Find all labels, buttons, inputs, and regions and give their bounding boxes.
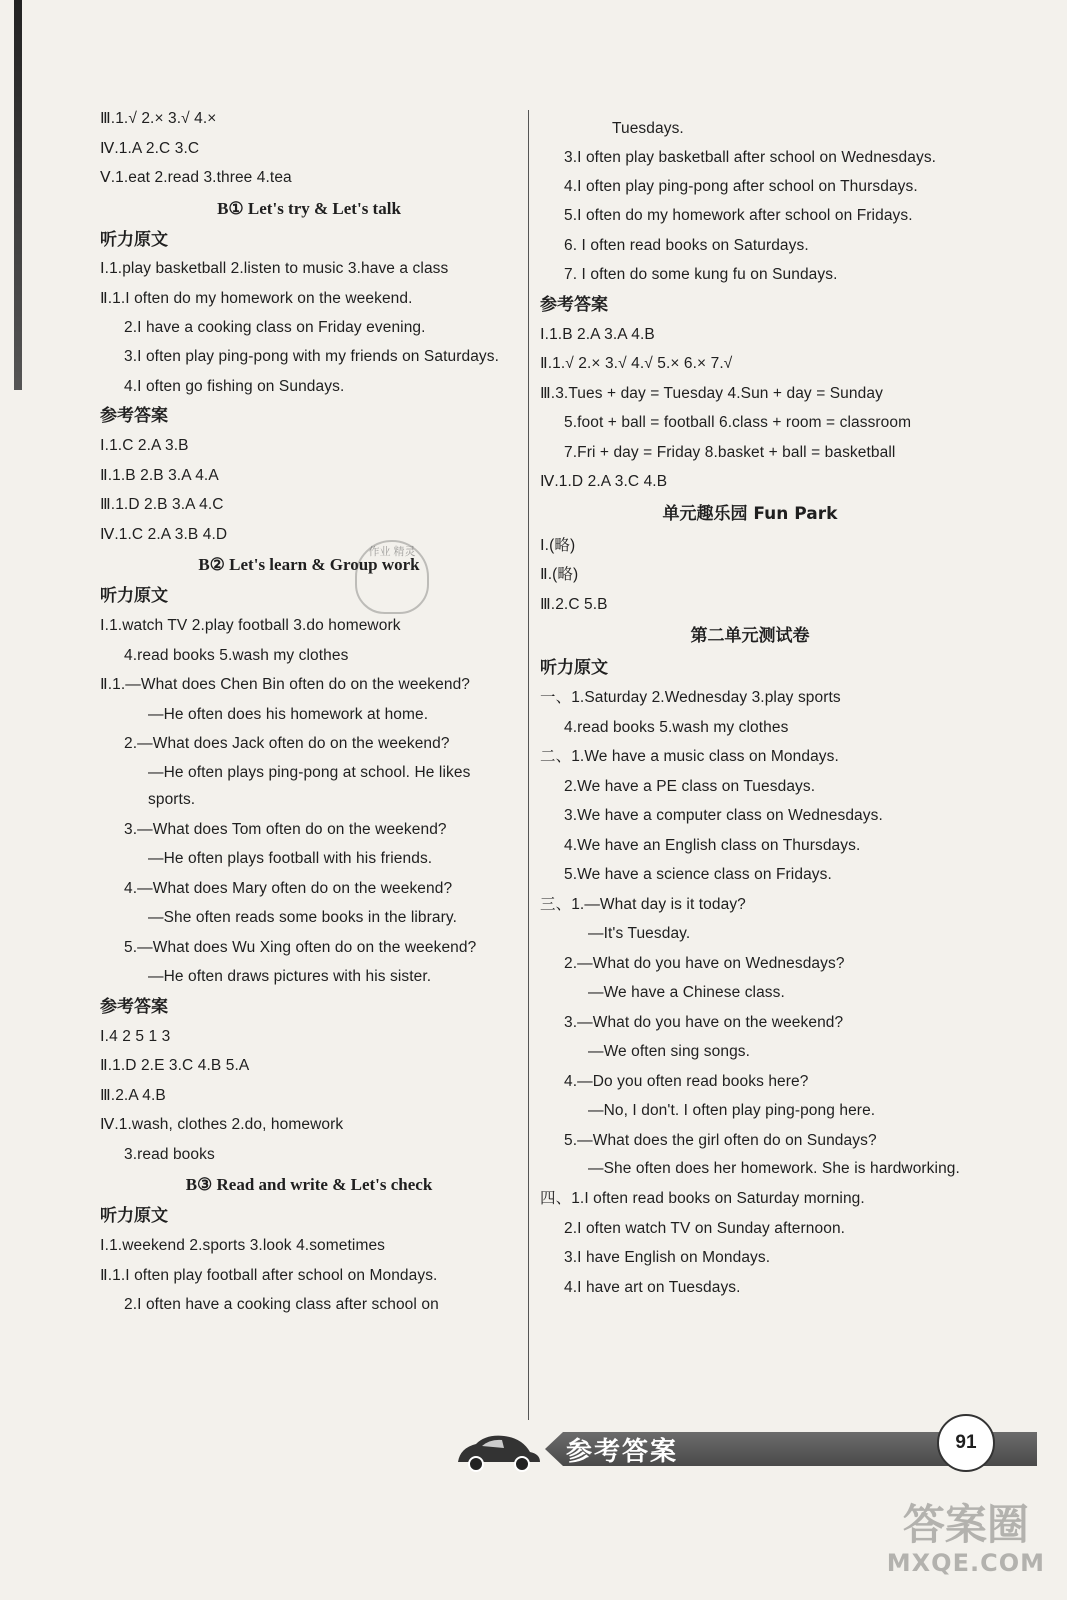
answer-line: 5.—What does Wu Xing often do on the weekend? bbox=[124, 938, 477, 956]
answer-line: Ⅰ.1.B 2.A 3.A 4.B bbox=[540, 325, 655, 343]
answer-line: Ⅴ.1.eat 2.read 3.three 4.tea bbox=[100, 169, 292, 186]
answer-line: 3.I often play basketball after school on Wednesdays. bbox=[564, 148, 937, 166]
section-label: 参考答案 bbox=[100, 996, 168, 1017]
section-label: 听力原文 bbox=[100, 1206, 168, 1226]
answer-line: 二、1.We have a music class on Mondays. bbox=[540, 748, 839, 765]
answer-line: Ⅲ.2.A 4.B bbox=[100, 1086, 166, 1104]
answer-line: Ⅱ.1.√ 2.× 3.√ 4.√ 5.× 6.× 7.√ bbox=[540, 355, 733, 372]
stamp-text: 作业 精灵 bbox=[368, 546, 416, 558]
answer-line: —He often plays ping-pong at school. He likes sports. bbox=[148, 763, 471, 808]
answer-line: —It's Tuesday. bbox=[588, 925, 691, 942]
answer-line: 7.Fri + day = Friday 8.basket + ball = basketball bbox=[564, 443, 896, 461]
section-label: 参考答案 bbox=[540, 294, 608, 315]
answer-line: Ⅱ.(略) bbox=[540, 566, 579, 583]
answer-line: Ⅱ.1.B 2.B 3.A 4.A bbox=[100, 466, 219, 484]
answer-line: 3.I have English on Mondays. bbox=[564, 1249, 771, 1266]
answer-line: Ⅱ.1.—What does Chen Bin often do on the weekend? bbox=[100, 676, 471, 693]
watermark-logo: 答案圈 bbox=[902, 1500, 1029, 1549]
section-label: 听力原文 bbox=[100, 586, 168, 606]
answer-line: —We often sing songs. bbox=[588, 1043, 751, 1060]
answer-line: Ⅰ.1.C 2.A 3.B bbox=[100, 437, 189, 454]
answer-line: 三、1.—What day is it today? bbox=[540, 895, 746, 913]
answer-line: 3.—What do you have on the weekend? bbox=[564, 1013, 844, 1031]
answer-line: 4.—Do you often read books here? bbox=[564, 1072, 809, 1090]
answer-line: Ⅱ.1.D 2.E 3.C 4.B 5.A bbox=[100, 1057, 250, 1074]
page-number: 91 bbox=[937, 1414, 995, 1472]
answer-line: 2.I often watch TV on Sunday afternoon. bbox=[564, 1219, 846, 1237]
answer-line: 2.—What does Jack often do on the weekend? bbox=[124, 735, 450, 752]
answer-line: —She often does her homework. She is hardworking. bbox=[588, 1160, 960, 1177]
answer-line: Ⅰ.4 2 5 1 3 bbox=[100, 1027, 171, 1045]
footer-title: 参考答案 bbox=[566, 1437, 679, 1467]
answer-line: 2.I often have a cooking class after school on bbox=[124, 1296, 439, 1313]
answer-line: —We have a Chinese class. bbox=[588, 984, 785, 1001]
answer-line: Ⅲ.2.C 5.B bbox=[540, 595, 608, 613]
lesson-heading: B② Let's learn & Group work bbox=[198, 555, 420, 574]
answer-line: Tuesdays. bbox=[612, 120, 684, 137]
section-label: 参考答案 bbox=[100, 406, 168, 426]
site-watermark bbox=[886, 1500, 1045, 1582]
car-icon bbox=[452, 1428, 544, 1476]
answer-line: 5.—What does the girl often do on Sundays? bbox=[564, 1131, 877, 1149]
answer-line: —He often plays football with his friends. bbox=[148, 850, 433, 867]
answer-line: 3.I often play ping-pong with my friends on Saturdays. bbox=[124, 347, 500, 365]
answer-line: 2.—What do you have on Wednesdays? bbox=[564, 954, 845, 972]
answer-line: 4.We have an English class on Thursdays. bbox=[564, 836, 861, 854]
answer-line: Ⅱ.1.I often play football after school on Mondays. bbox=[100, 1266, 438, 1284]
answer-line: —He often does his homework at home. bbox=[148, 705, 429, 723]
watermark-url: MXQE.COM bbox=[886, 1549, 1045, 1577]
column-divider bbox=[528, 110, 529, 1420]
answer-line: 4.read books 5.wash my clothes bbox=[564, 718, 789, 736]
stamp-mark bbox=[355, 540, 429, 614]
left-column bbox=[100, 104, 518, 1320]
answer-line: 4.—What does Mary often do on the weekend? bbox=[124, 879, 453, 897]
answer-line: 4.read books 5.wash my clothes bbox=[124, 646, 349, 664]
answer-line: —He often draws pictures with his sister. bbox=[148, 968, 432, 985]
answer-line: 5.We have a science class on Fridays. bbox=[564, 866, 832, 883]
right-column bbox=[540, 114, 960, 1302]
answer-line: Ⅳ.1.A 2.C 3.C bbox=[100, 139, 200, 157]
answer-line: 6. I often read books on Saturdays. bbox=[564, 236, 809, 254]
lesson-heading: B③ Read and write & Let's check bbox=[185, 1175, 433, 1194]
answer-line: 2.We have a PE class on Tuesdays. bbox=[564, 777, 816, 795]
answer-line: Ⅱ.1.I often do my homework on the weekend. bbox=[100, 289, 413, 307]
answer-line: 四、1.I often read books on Saturday morning. bbox=[540, 1190, 865, 1207]
answer-line: Ⅳ.1.D 2.A 3.C 4.B bbox=[540, 473, 668, 490]
section-label: 听力原文 bbox=[100, 229, 168, 250]
answer-line: —No, I don't. I often play ping-pong here. bbox=[588, 1102, 876, 1119]
answer-line: 4.I often go fishing on Sundays. bbox=[124, 377, 345, 395]
answer-line: Ⅰ.1.play basketball 2.listen to music 3.have a class bbox=[100, 259, 449, 277]
answer-line: Ⅰ.1.weekend 2.sports 3.look 4.sometimes bbox=[100, 1237, 386, 1254]
answer-line: Ⅲ.1.√ 2.× 3.√ 4.× bbox=[100, 110, 217, 127]
answer-line: Ⅳ.1.C 2.A 3.B 4.D bbox=[100, 525, 228, 543]
answer-line: Ⅲ.1.D 2.B 3.A 4.C bbox=[100, 496, 224, 513]
answer-line: Ⅰ.1.watch TV 2.play football 3.do homework bbox=[100, 617, 401, 634]
answer-line: 5.foot + ball = football 6.class + room = classroom bbox=[564, 414, 912, 431]
answer-line: 4.I often play ping-pong after school on Thursdays. bbox=[564, 177, 918, 195]
answer-line: 4.I have art on Tuesdays. bbox=[564, 1278, 741, 1296]
answer-line: 3.read books bbox=[124, 1145, 215, 1163]
answer-line: Ⅲ.3.Tues + day = Tuesday 4.Sun + day = Sunday bbox=[540, 384, 883, 402]
answer-line: 3.—What does Tom often do on the weekend? bbox=[124, 820, 447, 838]
binding-edge bbox=[14, 0, 22, 390]
answer-line: 2.I have a cooking class on Friday evening. bbox=[124, 319, 426, 336]
answer-line: 一、1.Saturday 2.Wednesday 3.play sports bbox=[540, 689, 841, 706]
unit-heading: 单元趣乐园 Fun Park bbox=[662, 503, 838, 524]
answer-line: —She often reads some books in the library. bbox=[148, 909, 458, 926]
answer-line: Ⅳ.1.wash, clothes 2.do, homework bbox=[100, 1116, 344, 1133]
answer-line: Ⅰ.(略) bbox=[540, 536, 576, 554]
lesson-heading: B① Let's try & Let's talk bbox=[217, 198, 401, 218]
section-label: 听力原文 bbox=[540, 658, 608, 678]
answer-line: 5.I often do my homework after school on Fridays. bbox=[564, 206, 913, 224]
answer-line: 7. I often do some kung fu on Sundays. bbox=[564, 266, 838, 283]
unit-heading: 第二单元测试卷 bbox=[690, 626, 810, 646]
answer-line: 3.We have a computer class on Wednesdays. bbox=[564, 807, 883, 824]
